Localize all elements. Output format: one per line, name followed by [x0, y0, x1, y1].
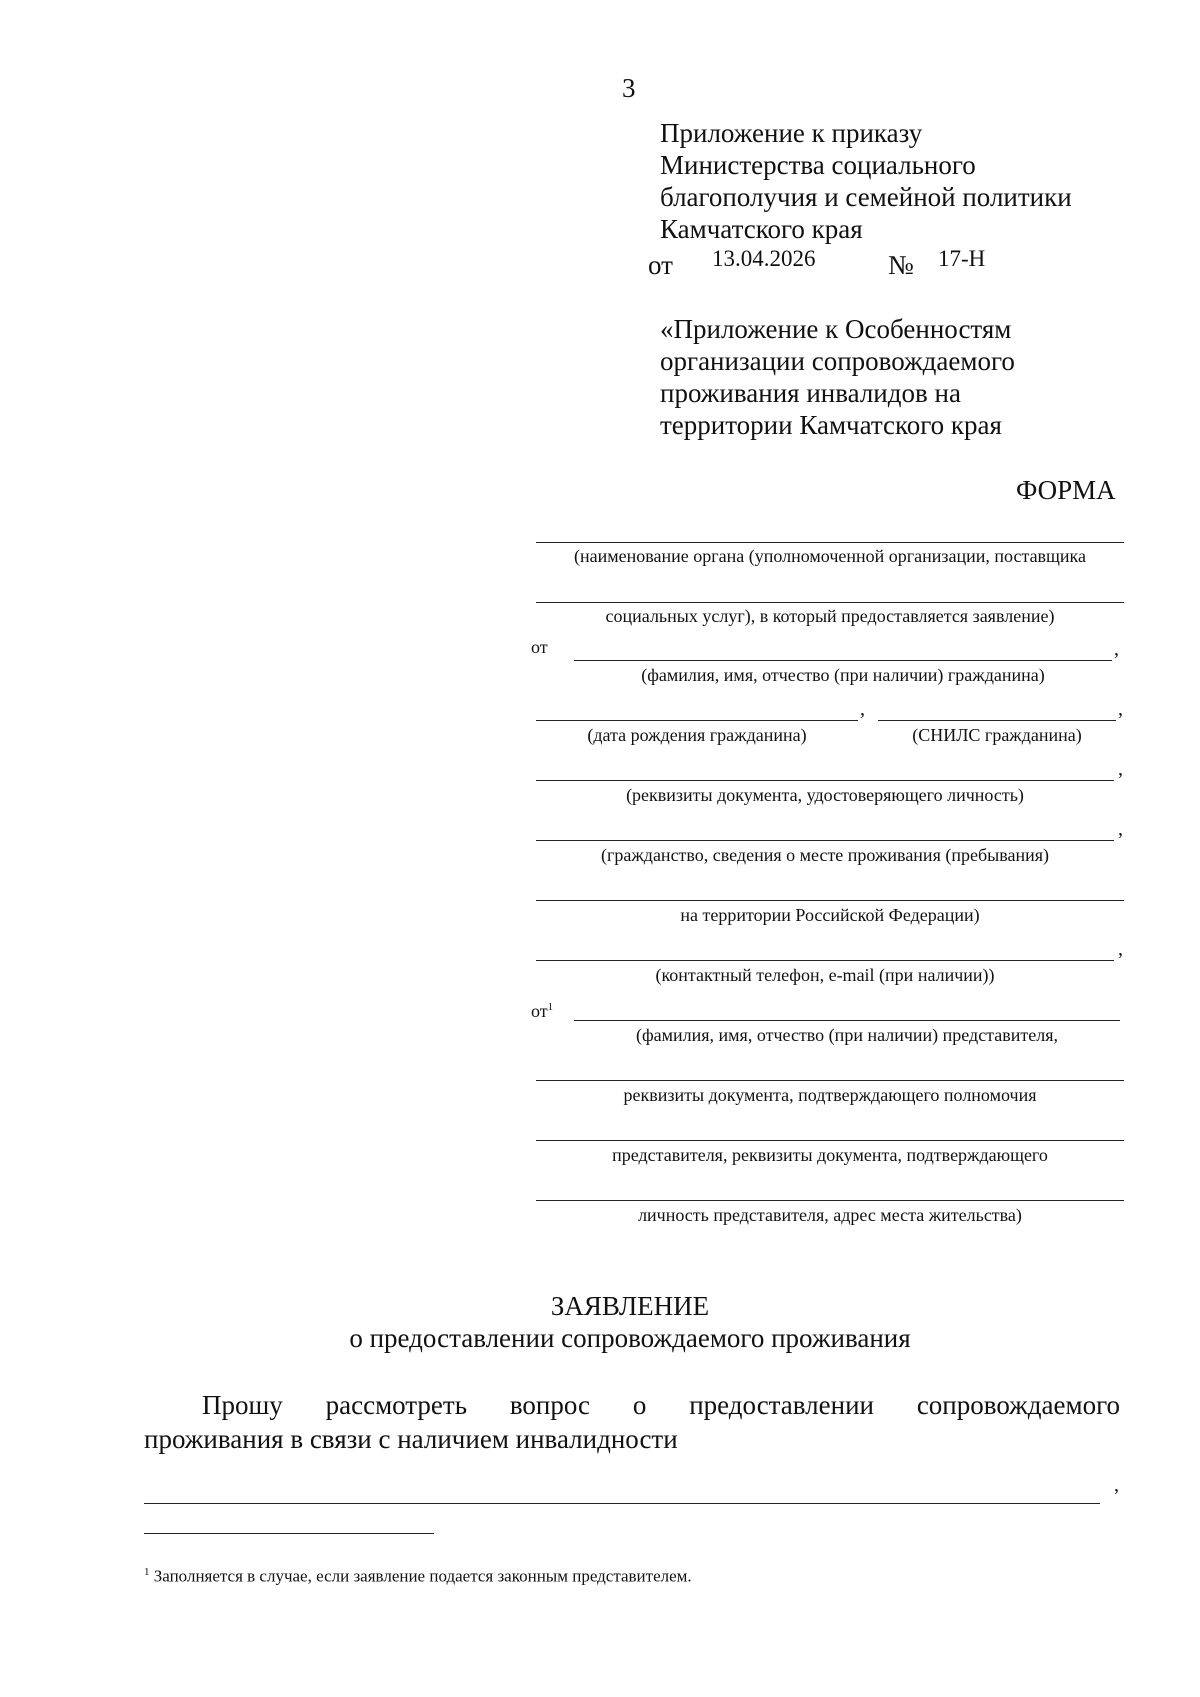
statement-body-line-2: проживания в связи с наличием инвалидности	[144, 1424, 678, 1454]
rep-caption-3: представителя, реквизиты документа, подтверждающего	[612, 1145, 1048, 1165]
id-document-line[interactable]	[536, 780, 1114, 781]
footnote-separator	[144, 1533, 434, 1534]
citizenship-caption-1: (гражданство, сведения о месте проживания (пребывания)	[600, 845, 1050, 865]
citizenship-line-2[interactable]	[536, 900, 1124, 901]
rep-line-2[interactable]	[536, 1080, 1124, 1081]
birth-date-caption: (дата рождения гражданина)	[587, 725, 807, 745]
citizen-from-label: от	[531, 637, 548, 657]
form-label: ФОРМА	[1016, 475, 1116, 505]
citizenship-caption-2: на территории Российской Федерации)	[680, 905, 980, 925]
agency-caption-1: (наименование органа (уполномоченной организации, поставщика	[573, 546, 1087, 566]
disability-line[interactable]	[144, 1503, 1100, 1504]
order-number: 17-Н	[938, 246, 986, 271]
appendix-line: Приложение к приказу	[660, 118, 923, 148]
appendix-line: Министерства социального	[660, 150, 976, 180]
id-document-caption: (реквизиты документа, удостоверяющего личность)	[626, 785, 1024, 805]
comma: ,	[1114, 1474, 1119, 1496]
snils-caption: (СНИЛС гражданина)	[912, 725, 1082, 745]
statement-body-line-1: Прошу рассмотреть вопрос о предоставлении сопровождаемого	[202, 1390, 1120, 1420]
agency-line-2[interactable]	[536, 602, 1124, 603]
contact-line[interactable]	[536, 960, 1114, 961]
footnote	[144, 1566, 692, 1587]
appendix-line: благополучия и семейной политики	[660, 182, 1072, 212]
citizen-name-line[interactable]	[574, 660, 1112, 661]
comma: ,	[1118, 698, 1123, 720]
comma: ,	[1118, 818, 1123, 840]
appendix2-line: организации сопровождаемого	[660, 346, 1015, 376]
footnote-mark: 1	[547, 1001, 554, 1013]
order-date: 13.04.2026	[712, 246, 816, 271]
rep-line-1[interactable]	[574, 1020, 1120, 1021]
rep-caption-2: реквизиты документа, подтверждающего полномочия	[623, 1085, 1037, 1105]
appendix2-line: территории Камчатского края	[660, 410, 1002, 440]
snils-line[interactable]	[878, 720, 1116, 721]
citizenship-line-1[interactable]	[536, 840, 1114, 841]
rep-caption-4: личность представителя, адрес места жительства)	[638, 1205, 1022, 1225]
footnote-text: Заполняется в случае, если заявление подается законным представителем.	[153, 1566, 692, 1586]
statement-subtitle: о предоставлении сопровождаемого проживания	[349, 1323, 911, 1353]
comma: ,	[1118, 938, 1123, 960]
comma: ,	[860, 698, 865, 720]
citizen-name-caption: (фамилия, имя, отчество (при наличии) гражданина)	[641, 665, 1045, 685]
agency-caption-2: социальных услуг), в который предоставляется заявление)	[605, 606, 1055, 626]
statement-title: ЗАЯВЛЕНИЕ	[550, 1291, 710, 1321]
rep-line-3[interactable]	[536, 1140, 1124, 1141]
rep-line-4[interactable]	[536, 1200, 1124, 1201]
birth-date-line[interactable]	[536, 720, 858, 721]
page-number: 3	[622, 73, 636, 103]
rep-caption-1: (фамилия, имя, отчество (при наличии) представителя,	[635, 1025, 1059, 1045]
appendix2-line: проживания инвалидов на	[660, 378, 961, 408]
rep-from-label	[531, 996, 553, 1022]
appendix2-line: «Приложение к Особенностям	[660, 314, 1012, 344]
order-number-label: №	[888, 250, 914, 280]
contact-caption: (контактный телефон, e-mail (при наличии))	[655, 965, 995, 985]
agency-line-1[interactable]	[536, 542, 1124, 543]
comma: ,	[1114, 638, 1119, 660]
rep-from-text: от	[531, 1001, 548, 1021]
comma: ,	[1118, 758, 1123, 780]
footnote-mark: 1	[144, 1566, 150, 1578]
appendix-line: Камчатского края	[660, 214, 863, 244]
order-from-label: от	[648, 250, 673, 280]
